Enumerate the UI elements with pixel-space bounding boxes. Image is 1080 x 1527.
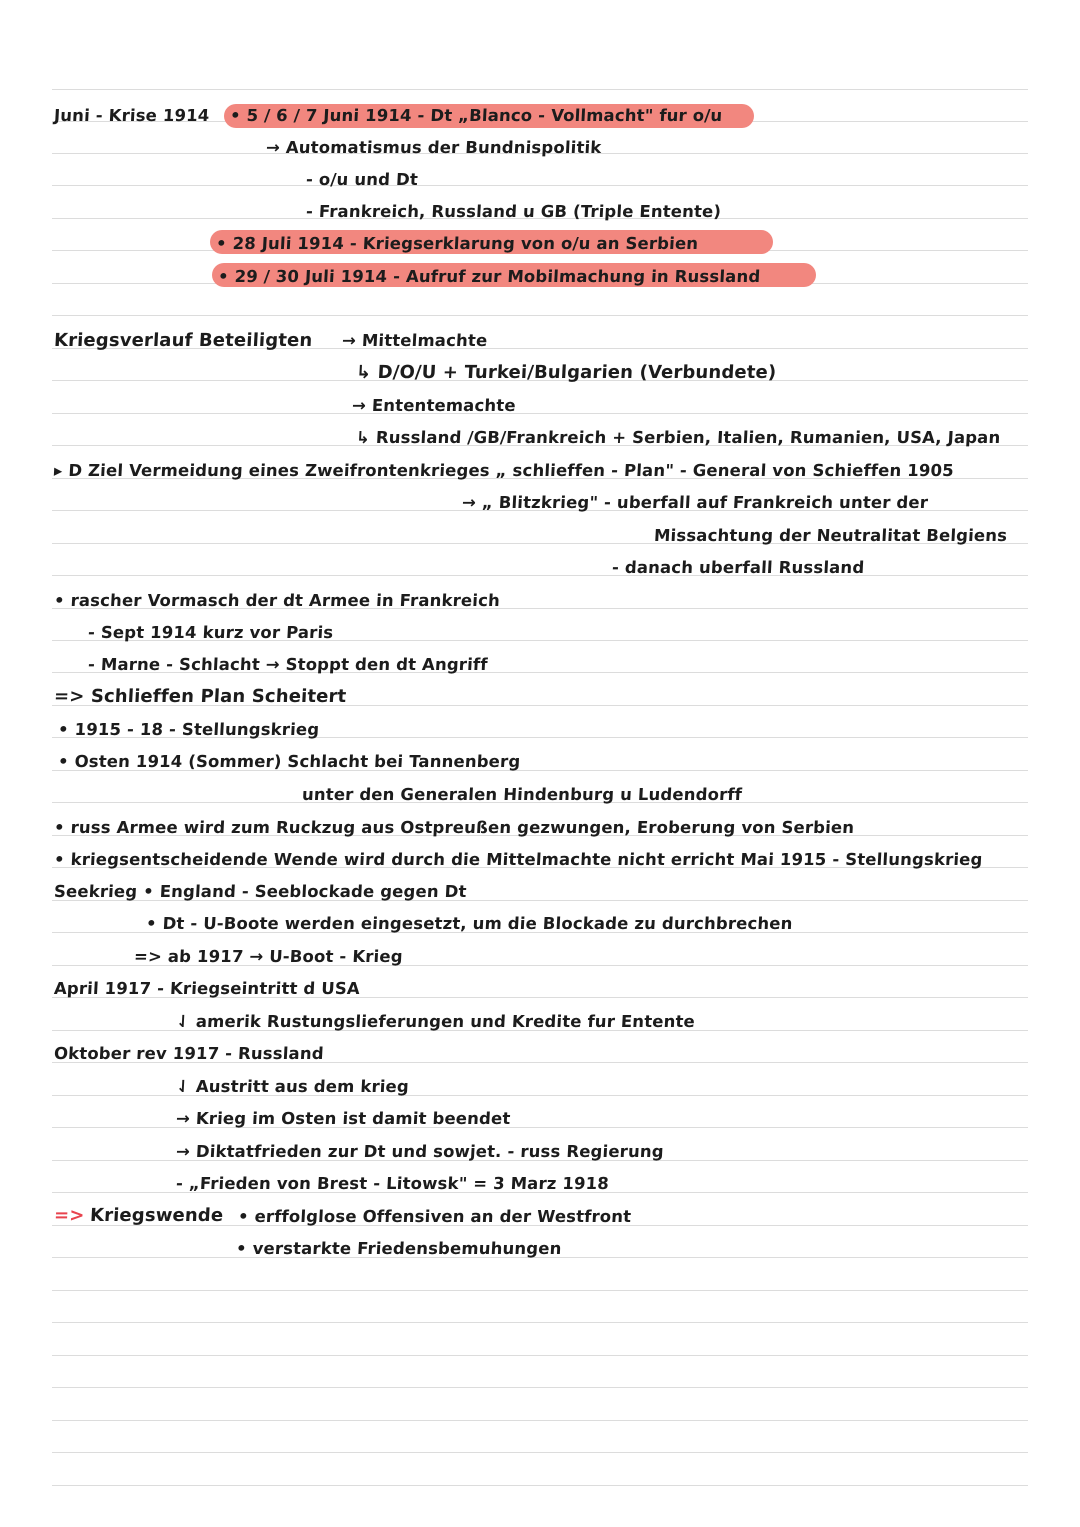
red-arrow-icon: => <box>53 1205 86 1226</box>
note-friedensbemuhungen: • verstarkte Friedensbemuhungen <box>235 1239 563 1258</box>
note-u-boote: • Dt - U-Boote werden eingesetzt, um die Blockade zu durchbrechen <box>145 914 794 933</box>
note-austritt: ⇃ Austritt aus dem krieg <box>175 1077 410 1096</box>
note-juni-krise-label: Juni - Krise 1914 <box>53 106 210 125</box>
note-danach-russland: - danach uberfall Russland <box>611 558 865 577</box>
note-russ-armee: • russ Armee wird zum Ruckzug aus Ostpreußen gezwungen, Eroberung von Serbien <box>53 818 855 837</box>
note-blitzkrieg: → „ Blitzkrieg" - uberfall auf Frankreich unter der <box>461 493 929 512</box>
note-offensiven: • erffolglose Offensiven an der Westfront <box>237 1207 632 1226</box>
note-missachtung: Missachtung der Neutralitat Belgiens <box>653 526 1008 545</box>
note-ententemachte: → Ententemachte <box>351 396 517 415</box>
note-stellungskrieg: • 1915 - 18 - Stellungskrieg <box>57 720 320 739</box>
note-d-ou-verbundete: ↳ D/O/U + Turkei/Bulgarien (Verbundete) <box>355 362 777 383</box>
note-schlieffen-scheitert: => Schlieffen Plan Scheitert <box>53 686 347 707</box>
note-mittelmachte: → Mittelmachte <box>341 331 488 350</box>
note-oktober-1917: Oktober rev 1917 - Russland <box>53 1044 325 1063</box>
note-seekrieg: Seekrieg • England - Seeblockade gegen Dt <box>53 882 468 901</box>
note-kriegswende-label: Kriegswende <box>89 1205 224 1226</box>
note-automatismus: → Automatismus der Bundnispolitik <box>265 138 602 157</box>
note-ou-und-dt: - o/u und Dt <box>305 170 419 189</box>
note-brest-litowsk: - „Frieden von Brest - Litowsk" = 3 Marz 1918 <box>175 1174 610 1193</box>
note-marne-schlacht: - Marne - Schlacht → Stoppt den dt Angriff <box>87 655 489 674</box>
note-entente-members: ↳ Russland /GB/Frankreich + Serbien, Italien, Rumanien, USA, Japan <box>355 428 1001 447</box>
note-kriegsverlauf-label: Kriegsverlauf Beteiligten <box>53 330 313 351</box>
note-28-juli: • 28 Juli 1914 - Kriegserklarung von o/u an Serbien <box>215 234 699 253</box>
note-sept-1914: - Sept 1914 kurz vor Paris <box>87 623 334 642</box>
note-u-boot-krieg: => ab 1917 → U-Boot - Krieg <box>133 947 404 966</box>
note-tannenberg: • Osten 1914 (Sommer) Schlacht bei Tannenberg <box>57 752 521 771</box>
note-hindenburg: unter den Generalen Hindenburg u Ludendorff <box>301 785 743 804</box>
note-d-ziel: ▸ D Ziel Vermeidung eines Zweifrontenkrieges „ schlieffen - Plan" - General von Schieffen 1905 <box>53 461 955 480</box>
note-rascher-vormarsch: • rascher Vormasch der dt Armee in Frankreich <box>53 591 501 610</box>
note-triple-entente: - Frankreich, Russland u GB (Triple Entente) <box>305 202 722 221</box>
note-krieg-osten-beendet: → Krieg im Osten ist damit beendet <box>175 1109 511 1128</box>
note-kriegsentscheidende-wende: • kriegsentscheidende Wende wird durch die Mittelmachte nicht erricht Mai 1915 - Stellungskrieg <box>53 850 984 869</box>
note-juni-1914: • 5 / 6 / 7 Juni 1914 - Dt „Blanco - Vollmacht" fur o/u <box>229 106 723 125</box>
note-april-1917: April 1917 - Kriegseintritt d USA <box>53 979 361 998</box>
note-diktatfrieden: → Diktatfrieden zur Dt und sowjet. - russ Regierung <box>175 1142 665 1161</box>
note-rustungslieferungen: ⇃ amerik Rustungslieferungen und Kredite fur Entente <box>175 1012 696 1031</box>
note-29-30-juli: • 29 / 30 Juli 1914 - Aufruf zur Mobilmachung in Russland <box>217 267 761 286</box>
